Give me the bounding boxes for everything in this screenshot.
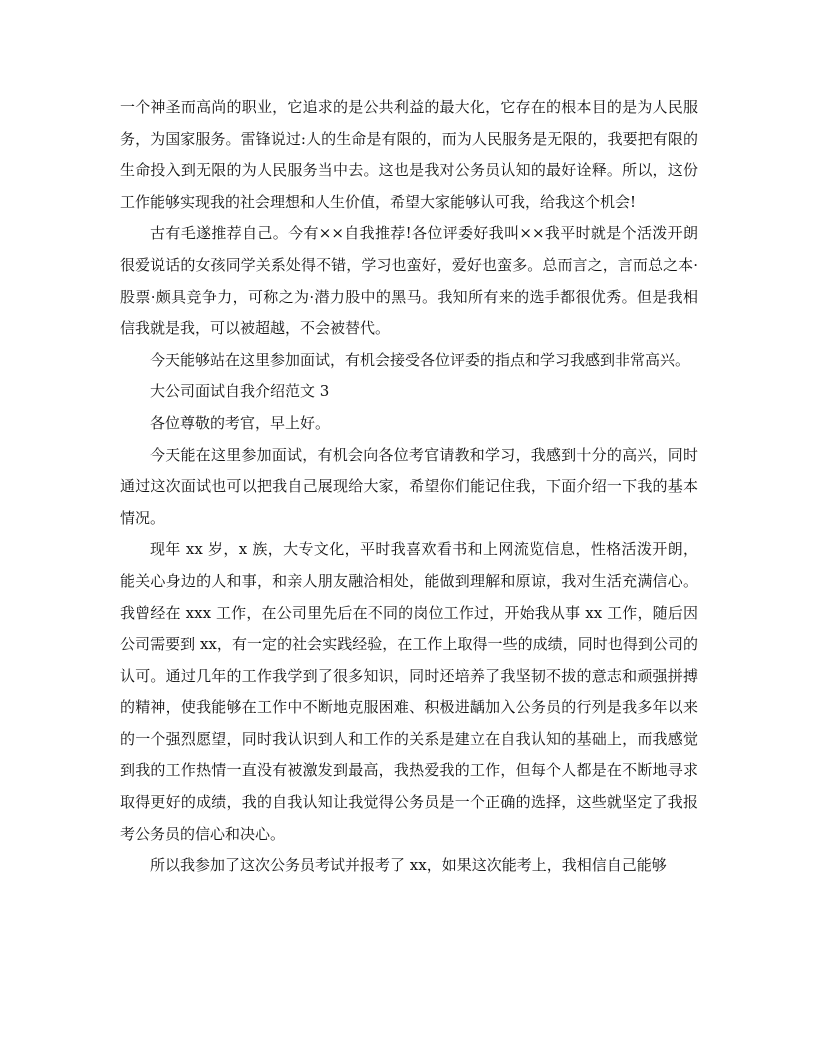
paragraph-introduction: 今天能在这里参加面试，有机会向各位考官请教和学习，我感到十分的高兴，同时通过这次面试也可以把我自己展现给大家，希望你们能记住我，下面介绍一下我的基本情况。	[120, 445, 698, 527]
section-heading: 大公司面试自我介绍范文 3	[150, 382, 330, 401]
paragraph-interview-thanks: 今天能够站在这里参加面试，有机会接受各位评委的指点和学习我感到非常高兴。	[150, 350, 691, 369]
document-page	[120, 92, 698, 882]
paragraph-greeting: 各位尊敬的考官，早上好。	[150, 413, 331, 432]
paragraph-conclusion: 所以我参加了这次公务员考试并报考了 xx，如果这次能考上，我相信自己能够	[150, 856, 667, 875]
paragraph-self-recommendation: 古有毛遂推荐自己。今有××自我推荐!各位评委好我叫××我平时就是个活泼开朗很爱说话的女孩同学关系处得不错，学习也蛮好，爱好也蛮多。总而言之，言而总之本·股票·颇具竞争力，可称之为·潜力股中的黑马。我知所有来的选手都很优秀。但是我相信我就是我，可以被超越，不会被替代。	[120, 224, 698, 338]
paragraph-continuation: 一个神圣而高尚的职业，它追求的是公共利益的最大化，它存在的根本目的是为人民服务，为国家服务。雷锋说过:人的生命是有限的，而为人民服务是无限的，我要把有限的生命投入到无限的为人民服务当中去。这也是我对公务员认知的最好诠释。所以，这份工作能够实现我的社会理想和人生价值，希望大家能够认可我，给我这个机会!	[120, 98, 698, 211]
paragraph-background: 现年 xx 岁，x 族，大专文化，平时我喜欢看书和上网流览信息，性格活泼开朗，能关心身边的人和事，和亲人朋友融洽相处，能做到理解和原谅，我对生活充满信心。我曾经在 xxx 工作，在公司里先后在不同的岗位工作过，开始我从事 xx 工作，随后因公司需要到 xx，有一定的社会实践经验，在工作上取得一些的成绩，同时也得到公司的认可。通过几年的工作我学到了很多知识，同时还培养了我坚韧不拔的意志和顽强拼搏的精神，使我能够在工作中不断地克服困难、积极进龋加入公务员的行列是我多年以来的一个强烈愿望，同时我认识到人和工作的关系是建立在自我认知的基础上，而我感觉到我的工作热情一直没有被激发到最高，我热爱我的工作，但每个人都是在不断地寻求取得更好的成绩，我的自我认知让我觉得公务员是一个正确的选择，这些就坚定了我报考公务员的信心和决心。	[120, 540, 698, 843]
